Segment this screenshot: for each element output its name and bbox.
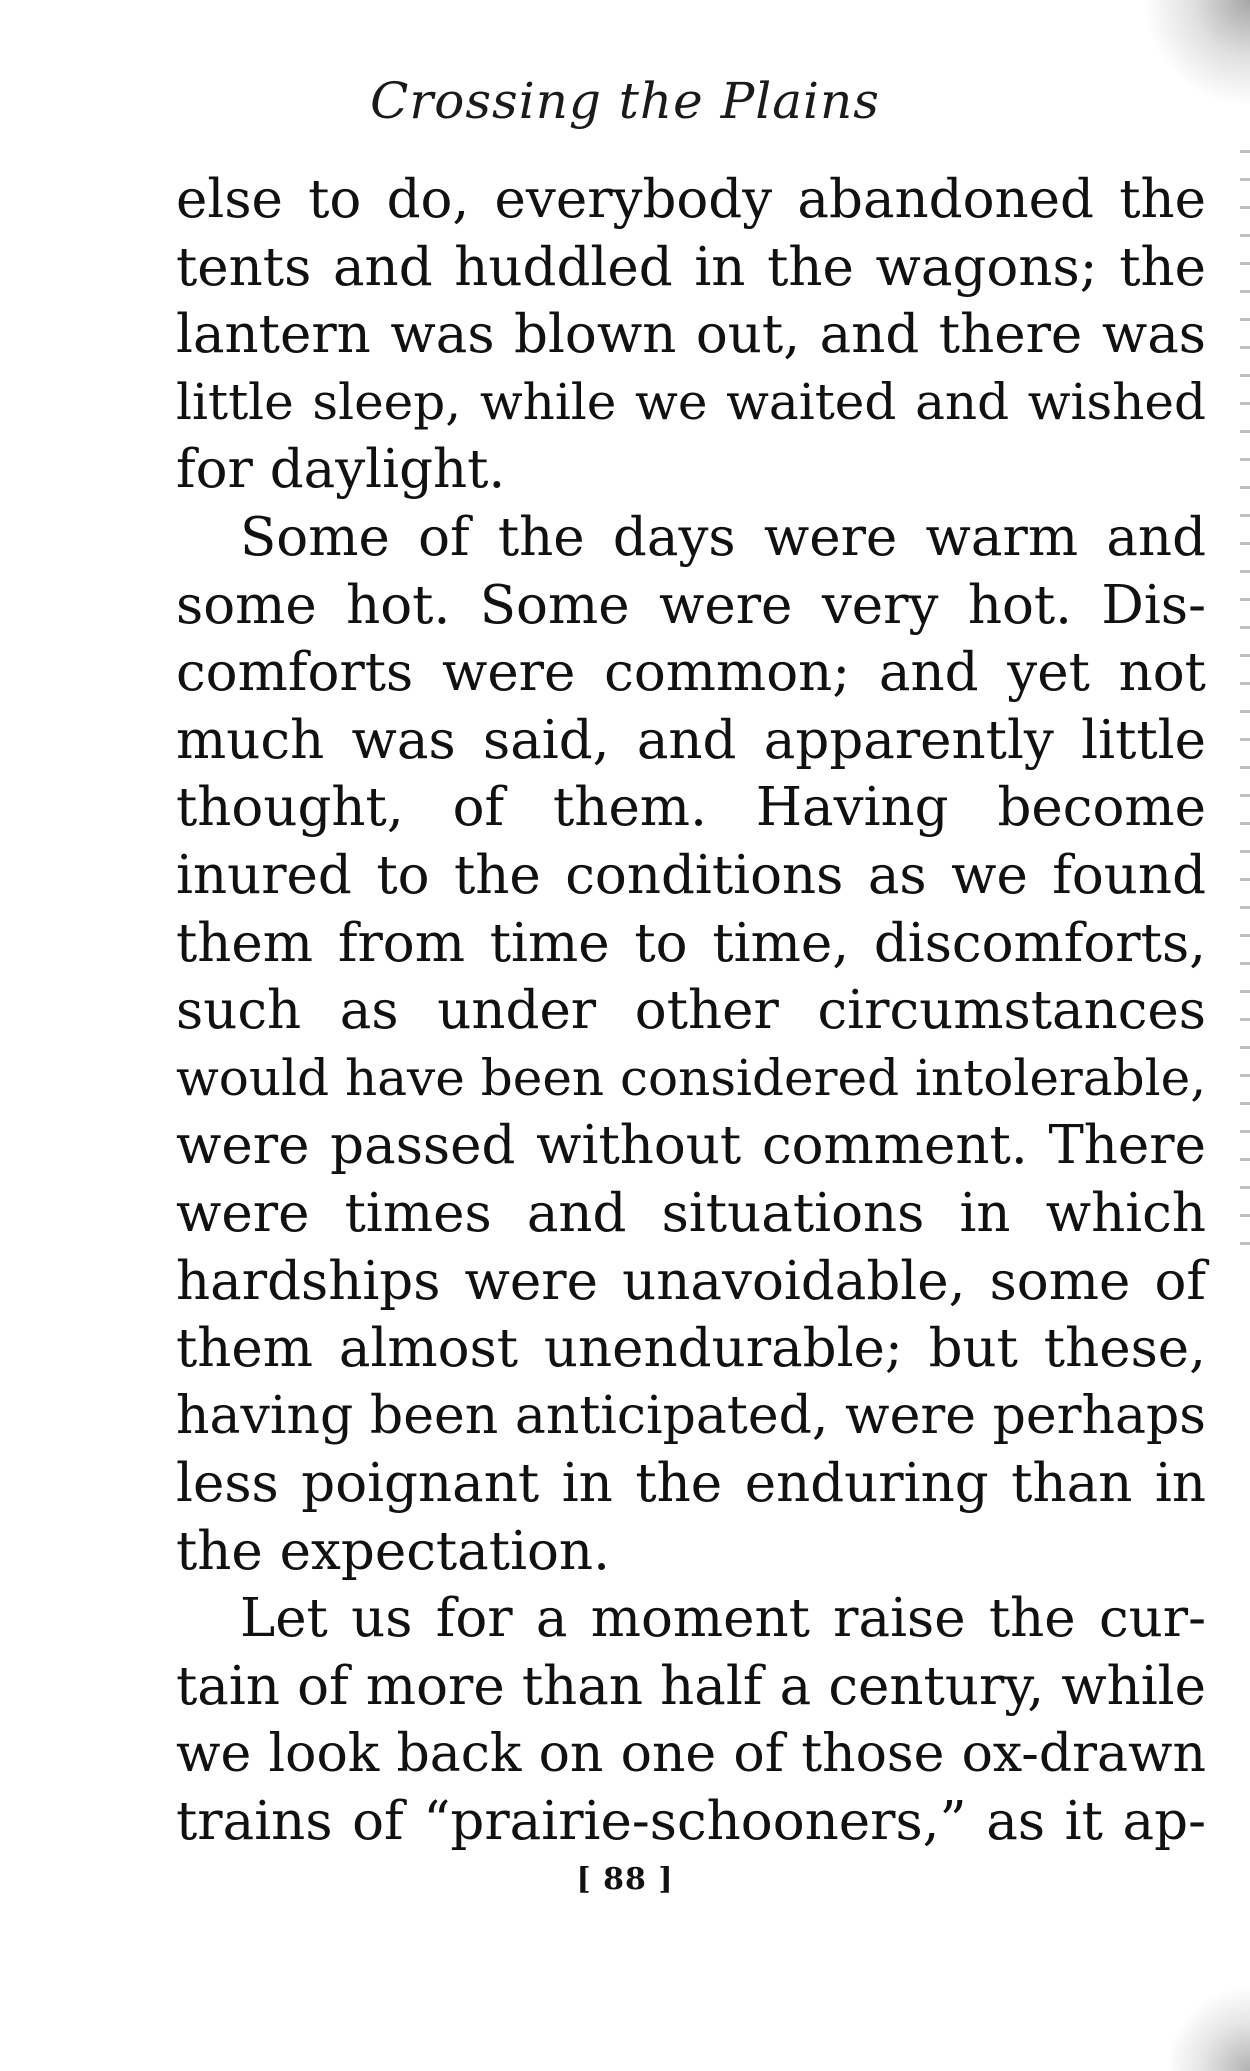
text-line: the expectation. bbox=[176, 1520, 610, 1582]
text-line: such as under other circumstances bbox=[176, 980, 1206, 1042]
text-line: were passed without comment. There bbox=[176, 1115, 1206, 1177]
text-line: tain of more than half a century, while bbox=[176, 1656, 1206, 1718]
text-line: some hot. Some were very hot. Dis- bbox=[176, 574, 1206, 636]
text-line: we look back on one of those ox-drawn bbox=[176, 1723, 1206, 1784]
text-line: else to do, everybody abandoned the bbox=[176, 169, 1206, 230]
text-line: hardships were unavoidable, some of bbox=[176, 1250, 1206, 1312]
page-number: [ 88 ] bbox=[576, 1862, 674, 1897]
paragraph-start-line: Let us for a moment raise the cur- bbox=[240, 1588, 1206, 1650]
text-line: inured to the conditions as we found bbox=[176, 844, 1206, 906]
text-line: much was said, and apparently little bbox=[176, 709, 1206, 771]
text-line: them almost unendurable; but these, bbox=[176, 1318, 1206, 1380]
scan-speckle-right-edge bbox=[1240, 150, 1250, 1250]
text-line: for daylight. bbox=[176, 439, 506, 501]
text-line: them from time to time, discomforts, bbox=[176, 912, 1206, 974]
running-head: Crossing the Plains bbox=[370, 72, 880, 130]
scan-speckle-bottom-right bbox=[1170, 1981, 1250, 2071]
text-line: little sleep, while we waited and wished bbox=[176, 372, 1206, 431]
text-line: lantern was blown out, and there was bbox=[176, 304, 1206, 366]
text-line: thought, of them. Having become bbox=[176, 777, 1206, 839]
text-line: would have been considered intolerable, bbox=[176, 1048, 1207, 1107]
text-line: less poignant in the enduring than in bbox=[176, 1453, 1206, 1515]
body-text bbox=[176, 166, 1206, 1856]
text-line: trains of “prairie-schooners,” as it ap- bbox=[176, 1791, 1206, 1853]
paragraph-start-line: Some of the days were warm and bbox=[240, 506, 1206, 568]
text-line: having been anticipated, were perhaps bbox=[176, 1385, 1206, 1446]
text-line: tents and huddled in the wagons; the bbox=[176, 236, 1206, 298]
text-line: comforts were common; and yet not bbox=[176, 642, 1206, 704]
text-line: were times and situations in which bbox=[176, 1182, 1206, 1244]
